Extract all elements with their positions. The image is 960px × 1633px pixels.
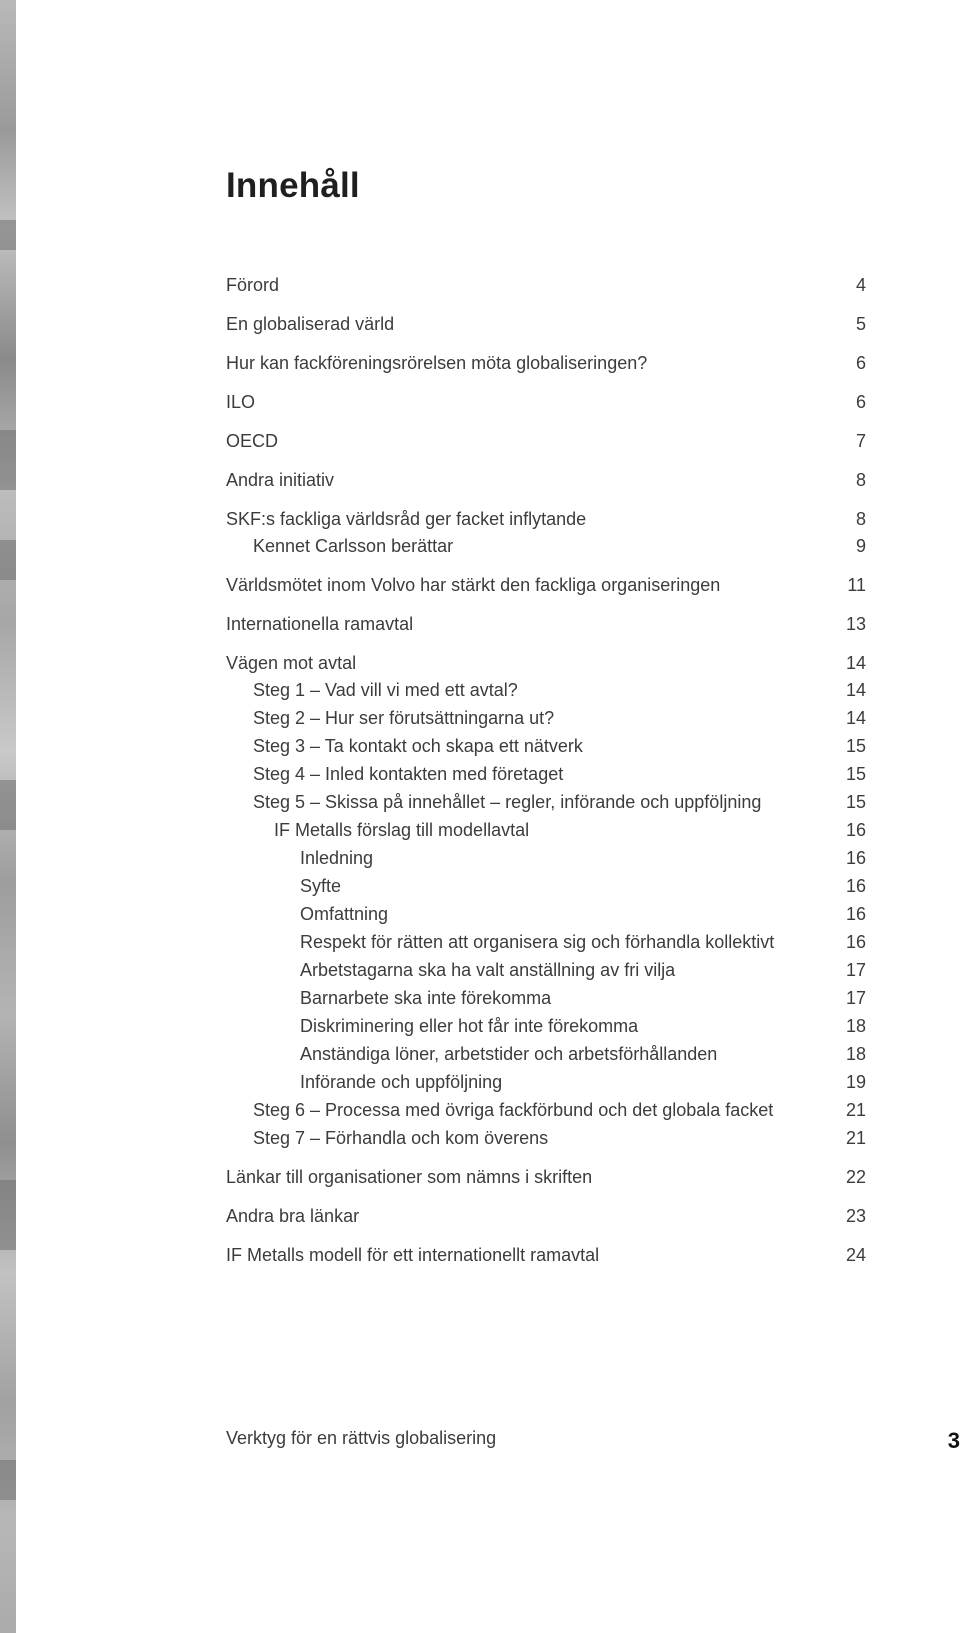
toc-entry-page: 21 bbox=[845, 1128, 866, 1148]
toc-entry bbox=[226, 311, 866, 337]
toc-entry bbox=[226, 389, 866, 415]
toc-entry-title: Respekt för rätten att organisera sig och förhandla kollektivt bbox=[300, 932, 775, 952]
toc-entry-title: OECD bbox=[226, 431, 279, 451]
toc-entry-title: Steg 1 – Vad vill vi med ett avtal? bbox=[253, 680, 518, 700]
toc-entry bbox=[226, 1069, 866, 1095]
toc-entry-title: Inledning bbox=[300, 848, 374, 868]
toc-entry-page: 14 bbox=[845, 680, 866, 700]
toc-entry-page: 14 bbox=[845, 708, 866, 728]
toc-entry bbox=[226, 1242, 866, 1268]
toc-entry-title: Barnarbete ska inte förekomma bbox=[300, 988, 552, 1008]
toc-entry-title: Andra bra länkar bbox=[226, 1206, 360, 1226]
toc-entry-title: IF Metalls förslag till modellavtal bbox=[274, 820, 530, 840]
toc-entry-page: 15 bbox=[845, 736, 866, 756]
toc-entry bbox=[226, 611, 866, 637]
toc-entry-page: 17 bbox=[845, 960, 866, 980]
page-number: 3 bbox=[947, 1428, 960, 1453]
toc-entry-title: Steg 5 – Skissa på innehållet – regler, införande och uppföljning bbox=[253, 792, 762, 812]
toc-entry-title: ILO bbox=[226, 392, 256, 412]
toc-entry-page: 22 bbox=[845, 1167, 866, 1187]
toc-entry bbox=[226, 572, 866, 598]
toc-entry bbox=[226, 705, 866, 731]
toc-entry bbox=[226, 733, 866, 759]
toc-entry bbox=[226, 350, 866, 376]
toc-entry-title: Hur kan fackföreningsrörelsen möta globaliseringen? bbox=[226, 353, 648, 373]
toc-entry-title: Syfte bbox=[300, 876, 342, 896]
toc-entry-title: Anständiga löner, arbetstider och arbetsförhållanden bbox=[300, 1044, 718, 1064]
toc-entry-title: Arbetstagarna ska ha valt anställning av fri vilja bbox=[300, 960, 676, 980]
toc-entry-page: 13 bbox=[845, 614, 866, 634]
toc-entry bbox=[226, 1203, 866, 1229]
toc-entry-page: 15 bbox=[845, 764, 866, 784]
toc-entry-title: Internationella ramavtal bbox=[226, 614, 414, 634]
toc-entry-page: 8 bbox=[855, 470, 866, 490]
toc-entry-title: Införande och uppföljning bbox=[300, 1072, 503, 1092]
toc-entry bbox=[226, 677, 866, 703]
toc-entry bbox=[226, 1125, 866, 1151]
toc-entry-title: Diskriminering eller hot får inte förekomma bbox=[300, 1016, 639, 1036]
toc-entry bbox=[226, 789, 866, 815]
toc-entry-page: 24 bbox=[845, 1245, 866, 1265]
toc-entry-page: 19 bbox=[845, 1072, 866, 1092]
toc-entry-page: 5 bbox=[855, 314, 866, 334]
toc-entry-title: Kennet Carlsson berättar bbox=[253, 536, 454, 556]
toc-entry-page: 16 bbox=[845, 820, 866, 840]
toc-entry-title: Steg 4 – Inled kontakten med företaget bbox=[253, 764, 564, 784]
toc-entry-page: 11 bbox=[847, 575, 866, 595]
toc-entry-page: 21 bbox=[845, 1100, 866, 1120]
toc-entry-title: Förord bbox=[226, 275, 280, 295]
toc-entry bbox=[226, 506, 866, 532]
toc-entry-title: Vägen mot avtal bbox=[226, 653, 357, 673]
toc-entry-page: 16 bbox=[845, 848, 866, 868]
toc-entry bbox=[226, 985, 866, 1011]
toc-entry bbox=[226, 467, 866, 493]
toc-entry bbox=[226, 901, 866, 927]
toc-entry-title: Världsmötet inom Volvo har stärkt den fackliga organiseringen bbox=[226, 575, 721, 595]
toc-entry bbox=[226, 957, 866, 983]
toc-entry-page: 18 bbox=[845, 1016, 866, 1036]
page-title: Innehåll bbox=[226, 166, 360, 205]
toc-entry-page: 23 bbox=[845, 1206, 866, 1226]
toc-entry-page: 4 bbox=[855, 275, 866, 295]
toc-entry bbox=[226, 1041, 866, 1067]
toc-entry-page: 9 bbox=[855, 536, 866, 556]
toc-entry-page: 8 bbox=[855, 509, 866, 529]
toc-entry bbox=[226, 428, 866, 454]
toc-entry-title: Länkar till organisationer som nämns i skriften bbox=[226, 1167, 593, 1187]
toc-entry-page: 16 bbox=[845, 904, 866, 924]
toc-entry bbox=[226, 1164, 866, 1190]
toc-entry-page: 6 bbox=[855, 392, 866, 412]
toc-entry-page: 7 bbox=[855, 431, 866, 451]
toc-entry bbox=[226, 817, 866, 843]
toc-entry-page: 16 bbox=[845, 876, 866, 896]
toc-entry-title: Steg 2 – Hur ser förutsättningarna ut? bbox=[253, 708, 555, 728]
toc-entry bbox=[226, 1013, 866, 1039]
toc-entry-title: Omfattning bbox=[300, 904, 389, 924]
toc-entry bbox=[226, 650, 866, 676]
toc-entry-title: En globaliserad värld bbox=[226, 314, 395, 334]
toc-entry-title: SKF:s fackliga världsråd ger facket inflytande bbox=[226, 509, 587, 529]
toc-entry-title: IF Metalls modell för ett internationellt ramavtal bbox=[226, 1245, 600, 1265]
toc-entry-page: 17 bbox=[845, 988, 866, 1008]
toc-entry-page: 15 bbox=[845, 792, 866, 812]
toc-entry-title: Steg 6 – Processa med övriga fackförbund och det globala facket bbox=[253, 1100, 774, 1120]
toc-entry-title: Steg 3 – Ta kontakt och skapa ett nätverk bbox=[253, 736, 583, 756]
toc-entry bbox=[226, 272, 866, 298]
toc-entry-page: 6 bbox=[855, 353, 866, 373]
toc-entry-page: 14 bbox=[845, 653, 866, 673]
toc-entry-title: Steg 7 – Förhandla och kom överens bbox=[253, 1128, 549, 1148]
toc-entry bbox=[226, 873, 866, 899]
toc-entry-page: 18 bbox=[845, 1044, 866, 1064]
footer-publication-title: Verktyg för en rättvis globalisering bbox=[226, 1428, 497, 1448]
toc-entry bbox=[226, 845, 866, 871]
toc-entry-page: 16 bbox=[845, 932, 866, 952]
toc-entry-title: Andra initiativ bbox=[226, 470, 335, 490]
toc-entry bbox=[226, 929, 866, 955]
toc-entry bbox=[226, 533, 866, 559]
toc-entry bbox=[226, 761, 866, 787]
toc-entry bbox=[226, 1097, 866, 1123]
